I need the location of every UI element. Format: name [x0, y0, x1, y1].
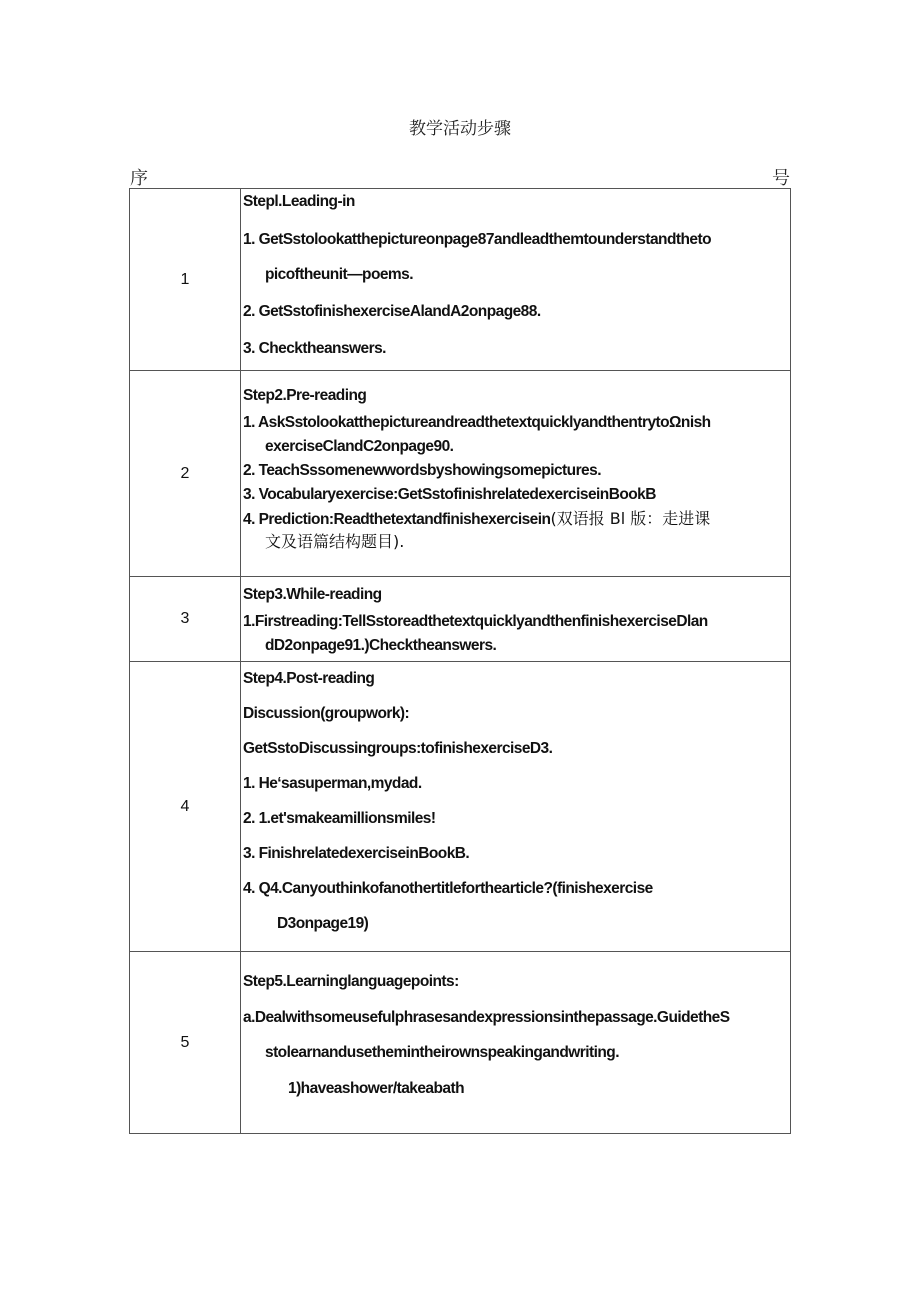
step-line: stolearnandusethemintheirownspeakingandwriting.	[265, 1044, 619, 1061]
step-heading: Step2.Pre-reading	[243, 387, 367, 404]
steps-table	[129, 188, 791, 1134]
row-number: 5	[130, 952, 241, 1134]
table-row	[130, 189, 791, 371]
step-line-note: (双语报 Bl 版：走进课	[550, 509, 711, 528]
step-heading: Step5.Learninglanguagepoints:	[243, 973, 459, 990]
step-line: 1. He‘sasuperman,mydad.	[243, 775, 422, 792]
step-line: 3. Checktheanswers.	[243, 340, 386, 357]
step-line: 2. 1.et'smakeamillionsmiles!	[243, 810, 436, 827]
row-content	[241, 577, 791, 662]
step-line: 2. GetSstofinishexerciseAlandA2onpage88.	[243, 303, 541, 320]
step-line: exerciseClandC2onpage90.	[265, 438, 454, 455]
step-line: D3onpage19)	[277, 915, 369, 932]
step-line: Discussion(groupwork):	[243, 705, 410, 722]
step-line: 文及语篇结构题目).	[265, 532, 405, 551]
step-line: 2. TeachSssomenewwordsbyshowingsomepictures.	[243, 462, 601, 479]
step-line: 1)haveashower/takeabath	[288, 1080, 465, 1097]
header-seq-right: 号	[772, 168, 790, 189]
row-number: 2	[130, 371, 241, 577]
step-line: a.Dealwithsomeusefulphrasesandexpressionsinthepassage.GuidetheS	[243, 1009, 730, 1026]
step-line: picoftheunit—poems.	[265, 266, 413, 283]
row-number: 1	[130, 189, 241, 371]
row-content	[241, 952, 791, 1134]
step-line-text: 4. Prediction:Readthetextandfinishexercisein	[243, 511, 551, 528]
step-line: dD2onpage91.)Checktheanswers.	[265, 637, 497, 654]
step-line: 1. GetSstolookatthepictureonpage87andleadthemtounderstandtheto	[243, 231, 711, 248]
table-row	[130, 371, 791, 577]
table-row	[130, 952, 791, 1134]
row-number: 3	[130, 577, 241, 662]
step-line: 3. FinishrelatedexerciseinBookB.	[243, 845, 470, 862]
table-row	[130, 577, 791, 662]
row-content	[241, 662, 791, 952]
step-line: 3. Vocabularyexercise:GetSstofinishrelatedexerciseinBookB	[243, 486, 656, 503]
table-row	[130, 662, 791, 952]
step-line: 1.Firstreading:TellSstoreadthetextquicklyandthenfinishexerciseDlan	[243, 613, 708, 630]
row-number: 4	[130, 662, 241, 952]
header-seq-left: 序	[130, 168, 148, 189]
step-line: 4. Q4.Canyouthinkofanothertitleforthearticle?(finishexercise	[243, 880, 653, 897]
step-line: GetSstoDiscussingroups:tofinishexerciseD3.	[243, 740, 553, 757]
step-heading: Step3.While-reading	[243, 586, 382, 603]
step-heading: Step4.Post-reading	[243, 670, 375, 687]
row-content	[241, 371, 791, 577]
step-line	[243, 508, 790, 531]
page-title: 教学活动步骤	[409, 119, 511, 139]
step-line: 1. AskSstolookatthepictureandreadthetextquicklyandthentrytoΩnish	[243, 414, 711, 431]
row-content	[241, 189, 791, 371]
step-heading: Stepl.Leading-in	[243, 193, 355, 210]
